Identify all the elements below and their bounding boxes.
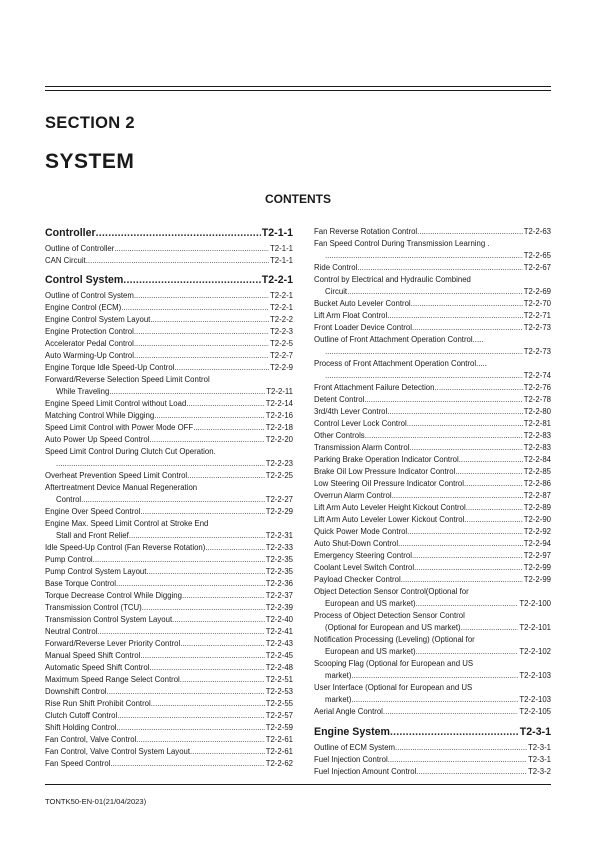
toc-entry[interactable]: Engine Protection Control ..... T2-2-3 <box>45 328 293 336</box>
toc-entry[interactable]: Front Loader Device Control ..... T2-2-73 <box>314 324 551 332</box>
toc-entry[interactable]: Transmission Alarm Control ..... T2-2-83 <box>314 444 551 452</box>
toc-entry-line1[interactable]: Process of Object Detection Sensor Control <box>314 611 465 620</box>
toc-entry[interactable]: market) ..... T2-2-103 <box>325 696 551 704</box>
toc-entry[interactable]: ..... T2-2-23 <box>56 460 293 468</box>
toc-entry[interactable]: Bucket Auto Leveler Control ..... T2-2-70 <box>314 300 551 308</box>
toc-entry[interactable]: Pump Control System Layout ..... T2-2-35 <box>45 568 293 576</box>
toc-entry[interactable]: Overrun Alarm Control ..... T2-2-87 <box>314 492 551 500</box>
toc-entry-line1[interactable]: Aftertreatment Device Manual Regeneration <box>45 483 198 492</box>
toc-entry[interactable]: Pump Control ..... T2-2-35 <box>45 556 293 564</box>
toc-entry[interactable]: Ride Control ..... T2-2-67 <box>314 264 551 272</box>
toc-entry[interactable]: 3rd/4th Lever Control ..... T2-2-80 <box>314 408 551 416</box>
toc-entry-line1[interactable]: Engine Max. Speed Limit Control at Stroke End <box>45 519 209 528</box>
toc-entry[interactable]: Auto Power Up Speed Control ..... T2-2-20 <box>45 436 293 444</box>
toc-heading-engine-system[interactable]: Engine System ..... T2-3-1 <box>314 727 551 738</box>
footer-rule <box>45 784 551 785</box>
toc-entry[interactable]: Automatic Speed Shift Control ..... T2-2-48 <box>45 664 293 672</box>
header-rule-thick <box>45 86 551 87</box>
toc-entry[interactable]: Lift Arm Auto Leveler Lower Kickout Control ..... T2-2-90 <box>314 516 551 524</box>
section-title: SYSTEM <box>45 150 135 173</box>
toc-entry[interactable]: Fan Reverse Rotation Control ..... T2-2-63 <box>314 228 551 236</box>
toc-entry[interactable]: Accelerator Pedal Control ..... T2-2-5 <box>45 340 293 348</box>
toc-entry[interactable]: Detent Control ..... T2-2-78 <box>314 396 551 404</box>
toc-entry[interactable]: Brake Oil Low Pressure Indicator Control ..... T2-2-85 <box>314 468 551 476</box>
toc-entry-line1[interactable]: Forward/Reverse Selection Speed Limit Control <box>45 375 210 384</box>
toc-entry[interactable]: Clutch Cutoff Control ..... T2-2-57 <box>45 712 293 720</box>
toc-entry[interactable]: Quick Power Mode Control ..... T2-2-92 <box>314 528 551 536</box>
toc-entry-line1[interactable]: Object Detection Sensor Control(Optional for <box>314 587 469 596</box>
toc-entry[interactable]: Fan Control, Valve Control System Layout ..... T2-2-61 <box>45 748 293 756</box>
toc-entry[interactable]: Other Controls ..... T2-2-83 <box>314 432 551 440</box>
toc-heading-control-system[interactable]: Control System ..... T2-2-1 <box>45 275 293 286</box>
toc-entry-line1[interactable]: Outline of Front Attachment Operation Control..... <box>314 335 484 344</box>
toc-entry[interactable]: Overheat Prevention Speed Limit Control ..... T2-2-25 <box>45 472 293 480</box>
toc-entry-line1[interactable]: Process of Front Attachment Operation Control..... <box>314 359 487 368</box>
toc-entry[interactable]: Speed Limit Control with Power Mode OFF ..... T2-2-18 <box>45 424 293 432</box>
toc-entry-line1[interactable]: Speed Limit Control During Clutch Cut Operation. <box>45 447 216 456</box>
toc-entry[interactable]: Outline of Control System ..... T2-2-1 <box>45 292 293 300</box>
toc-entry[interactable]: Outline of Controller ..... T2-1-1 <box>45 245 293 253</box>
toc-entry[interactable]: Fuel Injection Control ..... T2-3-1 <box>314 756 551 764</box>
toc-entry[interactable]: ..... T2-2-73 <box>325 348 551 356</box>
toc-entry-line1[interactable]: Notification Processing (Leveling) (Optional for <box>314 635 475 644</box>
toc-entry[interactable]: Rise Run Shift Prohibit Control ..... T2-2-55 <box>45 700 293 708</box>
toc-entry[interactable]: Emergency Steering Control ..... T2-2-97 <box>314 552 551 560</box>
toc-entry[interactable]: Payload Checker Control ..... T2-2-99 <box>314 576 551 584</box>
document-code: TONTK50-EN-01(21/04/2023) <box>45 797 147 806</box>
toc-entry[interactable]: Neutral Control ..... T2-2-41 <box>45 628 293 636</box>
toc-entry[interactable]: Lift Arm Float Control ..... T2-2-71 <box>314 312 551 320</box>
toc-entry[interactable]: Engine Speed Limit Control without Load ..... T2-2-14 <box>45 400 293 408</box>
toc-entry[interactable]: Downshift Control ..... T2-2-53 <box>45 688 293 696</box>
toc-entry[interactable]: Shift Holding Control ..... T2-2-59 <box>45 724 293 732</box>
toc-entry[interactable]: market) ..... T2-2-103 <box>325 672 551 680</box>
toc-entry[interactable]: Forward/Reverse Lever Priority Control ..... T2-2-43 <box>45 640 293 648</box>
toc-entry[interactable]: Stall and Front Relief ..... T2-2-31 <box>56 532 293 540</box>
toc-entry[interactable]: Outline of ECM System ..... T2-3-1 <box>314 744 551 752</box>
toc-entry[interactable]: Base Torque Control ..... T2-2-36 <box>45 580 293 588</box>
toc-entry[interactable]: Maximum Speed Range Select Control ..... T2-2-51 <box>45 676 293 684</box>
toc-entry[interactable]: European and US market) ..... T2-2-100 <box>325 600 551 608</box>
toc-entry[interactable]: ..... T2-2-65 <box>325 252 551 260</box>
toc-entry[interactable]: Coolant Level Switch Control ..... T2-2-99 <box>314 564 551 572</box>
toc-entry[interactable]: Control ..... T2-2-27 <box>56 496 293 504</box>
section-label: SECTION 2 <box>45 114 135 132</box>
toc-entry[interactable]: Engine Control (ECM) ..... T2-2-1 <box>45 304 293 312</box>
toc-entry-line1[interactable]: Fan Speed Control During Transmission Learning . <box>314 239 490 248</box>
toc-entry[interactable]: Aerial Angle Control ..... T2-2-105 <box>314 708 551 716</box>
toc-entry[interactable]: Matching Control While Digging ..... T2-2-16 <box>45 412 293 420</box>
toc-entry[interactable]: Fan Speed Control ..... T2-2-62 <box>45 760 293 768</box>
toc-entry-line1[interactable]: User Interface (Optional for European and US <box>314 683 473 692</box>
toc-entry[interactable]: Transmission Control (TCU) ..... T2-2-39 <box>45 604 293 612</box>
toc-entry[interactable]: Low Steering Oil Pressure Indicator Control ..... T2-2-86 <box>314 480 551 488</box>
toc-entry[interactable]: Engine Torque Idle Speed-Up Control ..... T2-2-9 <box>45 364 293 372</box>
toc-entry[interactable]: Engine Over Speed Control ..... T2-2-29 <box>45 508 293 516</box>
header-rule-thin <box>45 90 551 91</box>
toc-entry[interactable]: Idle Speed-Up Control (Fan Reverse Rotation) ..... T2-2-33 <box>45 544 293 552</box>
contents-heading: CONTENTS <box>265 192 331 206</box>
toc-heading-controller[interactable]: Controller ..... T2-1-1 <box>45 228 293 239</box>
toc-entry[interactable]: Front Attachment Failure Detection ..... T2-2-76 <box>314 384 551 392</box>
toc-entry[interactable]: Auto Shut-Down Control ..... T2-2-94 <box>314 540 551 548</box>
toc-entry[interactable]: Auto Warming-Up Control ..... T2-2-7 <box>45 352 293 360</box>
toc-entry[interactable]: CAN Circuit ..... T2-1-1 <box>45 257 293 265</box>
toc-entry[interactable]: Parking Brake Operation Indicator Control ..... T2-2-84 <box>314 456 551 464</box>
toc-entry[interactable]: Fan Control, Valve Control ..... T2-2-61 <box>45 736 293 744</box>
toc-entry[interactable]: While Traveling ..... T2-2-11 <box>56 388 293 396</box>
toc-entry[interactable]: Control Lever Lock Control ..... T2-2-81 <box>314 420 551 428</box>
toc-entry[interactable]: Circuit ..... T2-2-69 <box>325 288 551 296</box>
toc-entry-line1[interactable]: Control by Electrical and Hydraulic Combined <box>314 275 471 284</box>
toc-entry-line1[interactable]: Scooping Flag (Optional for European and US <box>314 659 474 668</box>
toc-entry[interactable]: (Optional for European and US market) ..... T2-2-101 <box>325 624 551 632</box>
toc-entry[interactable]: Engine Control System Layout ..... T2-2-2 <box>45 316 293 324</box>
toc-entry[interactable]: Lift Arm Auto Leveler Height Kickout Control ..... T2-2-89 <box>314 504 551 512</box>
toc-entry[interactable]: Torque Decrease Control While Digging ..... T2-2-37 <box>45 592 293 600</box>
toc-entry[interactable]: European and US market) ..... T2-2-102 <box>325 648 551 656</box>
toc-entry[interactable]: ..... T2-2-74 <box>325 372 551 380</box>
toc-entry[interactable]: Fuel Injection Amount Control ..... T2-3-2 <box>314 768 551 776</box>
toc-entry[interactable]: Manual Speed Shift Control ..... T2-2-45 <box>45 652 293 660</box>
toc-entry[interactable]: Transmission Control System Layout ..... T2-2-40 <box>45 616 293 624</box>
